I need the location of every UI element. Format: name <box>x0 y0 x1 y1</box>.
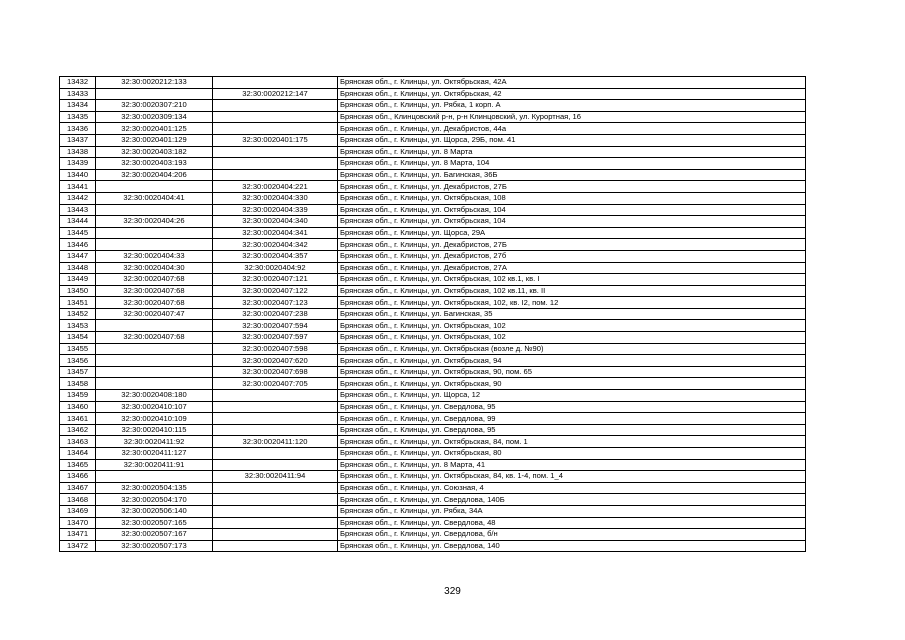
cadastral-number-cell <box>96 227 213 239</box>
table-row <box>60 216 806 228</box>
related-cadastral-number-cell <box>213 123 338 135</box>
related-cadastral-number-cell: 32:30:0020404:340 <box>213 216 338 228</box>
address-cell: Брянская обл., г. Клинцы, ул. Свердлова, б/н <box>338 529 806 541</box>
row-number-cell: 13465 <box>60 459 96 471</box>
address-cell: Брянская обл., Клинцовский р-н, р-н Клинцовский, ул. Курортная, 16 <box>338 111 806 123</box>
table-row <box>60 111 806 123</box>
row-number-cell: 13454 <box>60 332 96 344</box>
address-cell: Брянская обл., г. Клинцы, ул. Октябрьская, 104 <box>338 204 806 216</box>
address-cell: Брянская обл., г. Клинцы, ул. Свердлова, 95 <box>338 401 806 413</box>
cadastral-number-cell: 32:30:0020411:127 <box>96 448 213 460</box>
table-row <box>60 505 806 517</box>
related-cadastral-number-cell <box>213 100 338 112</box>
address-cell: Брянская обл., г. Клинцы, ул. Свердлова, 95 <box>338 424 806 436</box>
cadastral-number-cell: 32:30:0020407:47 <box>96 308 213 320</box>
cadastral-number-cell: 32:30:0020408:180 <box>96 390 213 402</box>
row-number-cell: 13460 <box>60 401 96 413</box>
row-number-cell: 13452 <box>60 308 96 320</box>
related-cadastral-number-cell: 32:30:0020407:597 <box>213 332 338 344</box>
row-number-cell: 13462 <box>60 424 96 436</box>
related-cadastral-number-cell: 32:30:0020404:342 <box>213 239 338 251</box>
cadastral-number-cell: 32:30:0020403:182 <box>96 146 213 158</box>
cadastral-number-cell: 32:30:0020506:140 <box>96 505 213 517</box>
table-row <box>60 100 806 112</box>
related-cadastral-number-cell: 32:30:0020401:175 <box>213 134 338 146</box>
cadastral-number-cell: 32:30:0020401:125 <box>96 123 213 135</box>
address-cell: Брянская обл., г. Клинцы, ул. Декабристов, 27А <box>338 262 806 274</box>
address-cell: Брянская обл., г. Клинцы, ул. 8 Марта, 41 <box>338 459 806 471</box>
cadastral-number-cell: 32:30:0020404:41 <box>96 192 213 204</box>
table-row <box>60 390 806 402</box>
table-row <box>60 227 806 239</box>
related-cadastral-number-cell <box>213 111 338 123</box>
property-register-table <box>59 76 806 552</box>
related-cadastral-number-cell <box>213 482 338 494</box>
address-cell: Брянская обл., г. Клинцы, ул. Свердлова, 140Б <box>338 494 806 506</box>
row-number-cell: 13466 <box>60 471 96 483</box>
related-cadastral-number-cell: 32:30:0020407:698 <box>213 366 338 378</box>
cadastral-number-cell <box>96 181 213 193</box>
address-cell: Брянская обл., г. Клинцы, ул. 8 Марта, 104 <box>338 158 806 170</box>
cadastral-number-cell <box>96 378 213 390</box>
cadastral-number-cell: 32:30:0020403:193 <box>96 158 213 170</box>
table-row <box>60 134 806 146</box>
cadastral-number-cell: 32:30:0020507:167 <box>96 529 213 541</box>
related-cadastral-number-cell <box>213 517 338 529</box>
address-cell: Брянская обл., г. Клинцы, ул. Октябрьская (возле д. №90) <box>338 343 806 355</box>
row-number-cell: 13463 <box>60 436 96 448</box>
row-number-cell: 13455 <box>60 343 96 355</box>
table-row <box>60 239 806 251</box>
row-number-cell: 13437 <box>60 134 96 146</box>
address-cell: Брянская обл., г. Клинцы, ул. Октябрьская, 84, кв. 1-4, пом. 1_4 <box>338 471 806 483</box>
cadastral-number-cell: 32:30:0020507:173 <box>96 540 213 552</box>
address-cell: Брянская обл., г. Клинцы, ул. Октябрьская, 90 <box>338 378 806 390</box>
address-cell: Брянская обл., г. Клинцы, ул. Октябрьская, 94 <box>338 355 806 367</box>
row-number-cell: 13432 <box>60 77 96 89</box>
table-row <box>60 88 806 100</box>
related-cadastral-number-cell <box>213 169 338 181</box>
table-row <box>60 517 806 529</box>
related-cadastral-number-cell: 32:30:0020411:94 <box>213 471 338 483</box>
related-cadastral-number-cell <box>213 146 338 158</box>
table-row <box>60 448 806 460</box>
address-cell: Брянская обл., г. Клинцы, ул. 8 Марта <box>338 146 806 158</box>
cadastral-number-cell <box>96 355 213 367</box>
related-cadastral-number-cell: 32:30:0020404:92 <box>213 262 338 274</box>
table-row <box>60 378 806 390</box>
row-number-cell: 13451 <box>60 297 96 309</box>
table-row <box>60 308 806 320</box>
address-cell: Брянская обл., г. Клинцы, ул. Декабристов, 44а <box>338 123 806 135</box>
table-row <box>60 355 806 367</box>
cadastral-number-cell <box>96 471 213 483</box>
row-number-cell: 13446 <box>60 239 96 251</box>
address-cell: Брянская обл., г. Клинцы, ул. Октябрьская, 102 <box>338 332 806 344</box>
row-number-cell: 13438 <box>60 146 96 158</box>
related-cadastral-number-cell <box>213 77 338 89</box>
page-number: 329 <box>444 586 461 597</box>
row-number-cell: 13441 <box>60 181 96 193</box>
row-number-cell: 13442 <box>60 192 96 204</box>
table-row <box>60 540 806 552</box>
cadastral-number-cell <box>96 366 213 378</box>
row-number-cell: 13445 <box>60 227 96 239</box>
address-cell: Брянская обл., г. Клинцы, ул. Декабристов, 27б <box>338 250 806 262</box>
cadastral-number-cell: 32:30:0020407:68 <box>96 285 213 297</box>
related-cadastral-number-cell <box>213 529 338 541</box>
cadastral-number-cell <box>96 320 213 332</box>
row-number-cell: 13447 <box>60 250 96 262</box>
related-cadastral-number-cell: 32:30:0020404:330 <box>213 192 338 204</box>
row-number-cell: 13435 <box>60 111 96 123</box>
cadastral-number-cell: 32:30:0020309:134 <box>96 111 213 123</box>
address-cell: Брянская обл., г. Клинцы, ул. Щорса, 12 <box>338 390 806 402</box>
cadastral-number-cell <box>96 204 213 216</box>
related-cadastral-number-cell: 32:30:0020404:341 <box>213 227 338 239</box>
table-row <box>60 494 806 506</box>
cadastral-number-cell <box>96 88 213 100</box>
cadastral-number-cell: 32:30:0020212:133 <box>96 77 213 89</box>
row-number-cell: 13467 <box>60 482 96 494</box>
address-cell: Брянская обл., г. Клинцы, ул. Октябрьская, 108 <box>338 192 806 204</box>
address-cell: Брянская обл., г. Клинцы, ул. Октябрьская, 102 кв.1, кв. I <box>338 274 806 286</box>
related-cadastral-number-cell: 32:30:0020407:594 <box>213 320 338 332</box>
address-cell: Брянская обл., г. Клинцы, ул. Октябрьская, 102 <box>338 320 806 332</box>
cadastral-number-cell: 32:30:0020401:129 <box>96 134 213 146</box>
related-cadastral-number-cell: 32:30:0020407:123 <box>213 297 338 309</box>
cadastral-number-cell: 32:30:0020410:109 <box>96 413 213 425</box>
table-row <box>60 158 806 170</box>
address-cell: Брянская обл., г. Клинцы, ул. Октябрьская, 104 <box>338 216 806 228</box>
cadastral-number-cell: 32:30:0020404:206 <box>96 169 213 181</box>
table-row <box>60 123 806 135</box>
related-cadastral-number-cell: 32:30:0020407:121 <box>213 274 338 286</box>
related-cadastral-number-cell <box>213 459 338 471</box>
related-cadastral-number-cell: 32:30:0020212:147 <box>213 88 338 100</box>
row-number-cell: 13434 <box>60 100 96 112</box>
row-number-cell: 13468 <box>60 494 96 506</box>
cadastral-number-cell: 32:30:0020411:91 <box>96 459 213 471</box>
address-cell: Брянская обл., г. Клинцы, ул. Октябрьская, 42А <box>338 77 806 89</box>
address-cell: Брянская обл., г. Клинцы, ул. Свердлова, 99 <box>338 413 806 425</box>
cadastral-number-cell: 32:30:0020404:30 <box>96 262 213 274</box>
related-cadastral-number-cell <box>213 401 338 413</box>
related-cadastral-number-cell: 32:30:0020407:122 <box>213 285 338 297</box>
related-cadastral-number-cell <box>213 158 338 170</box>
row-number-cell: 13453 <box>60 320 96 332</box>
cadastral-number-cell: 32:30:0020407:68 <box>96 297 213 309</box>
table-row <box>60 320 806 332</box>
cadastral-number-cell: 32:30:0020504:135 <box>96 482 213 494</box>
related-cadastral-number-cell: 32:30:0020404:357 <box>213 250 338 262</box>
address-cell: Брянская обл., г. Клинцы, ул. Свердлова, 140 <box>338 540 806 552</box>
row-number-cell: 13471 <box>60 529 96 541</box>
related-cadastral-number-cell <box>213 413 338 425</box>
related-cadastral-number-cell <box>213 540 338 552</box>
address-cell: Брянская обл., г. Клинцы, ул. Декабристов, 27Б <box>338 181 806 193</box>
table-row <box>60 413 806 425</box>
cadastral-number-cell: 32:30:0020307:210 <box>96 100 213 112</box>
cadastral-number-cell: 32:30:0020507:165 <box>96 517 213 529</box>
related-cadastral-number-cell: 32:30:0020407:598 <box>213 343 338 355</box>
table-body <box>60 77 806 552</box>
table-row <box>60 250 806 262</box>
related-cadastral-number-cell <box>213 424 338 436</box>
row-number-cell: 13461 <box>60 413 96 425</box>
row-number-cell: 13436 <box>60 123 96 135</box>
table-row <box>60 297 806 309</box>
row-number-cell: 13458 <box>60 378 96 390</box>
related-cadastral-number-cell: 32:30:0020404:339 <box>213 204 338 216</box>
row-number-cell: 13450 <box>60 285 96 297</box>
address-cell: Брянская обл., г. Клинцы, ул. Октябрьская, 90, пом. 65 <box>338 366 806 378</box>
address-cell: Брянская обл., г. Клинцы, ул. Декабристов, 27Б <box>338 239 806 251</box>
address-cell: Брянская обл., г. Клинцы, ул. Октябрьская, 80 <box>338 448 806 460</box>
row-number-cell: 13439 <box>60 158 96 170</box>
cadastral-number-cell: 32:30:0020504:170 <box>96 494 213 506</box>
table-row <box>60 204 806 216</box>
table-row <box>60 262 806 274</box>
row-number-cell: 13464 <box>60 448 96 460</box>
table-row <box>60 274 806 286</box>
row-number-cell: 13469 <box>60 505 96 517</box>
row-number-cell: 13449 <box>60 274 96 286</box>
related-cadastral-number-cell <box>213 494 338 506</box>
address-cell: Брянская обл., г. Клинцы, ул. Щорса, 29Б, пом. 41 <box>338 134 806 146</box>
row-number-cell: 13459 <box>60 390 96 402</box>
related-cadastral-number-cell: 32:30:0020407:620 <box>213 355 338 367</box>
table-row <box>60 285 806 297</box>
address-cell: Брянская обл., г. Клинцы, ул. Рябка, 34А <box>338 505 806 517</box>
address-cell: Брянская обл., г. Клинцы, ул. Октябрьская, 42 <box>338 88 806 100</box>
cadastral-number-cell: 32:30:0020410:107 <box>96 401 213 413</box>
row-number-cell: 13470 <box>60 517 96 529</box>
cadastral-number-cell <box>96 239 213 251</box>
related-cadastral-number-cell: 32:30:0020404:221 <box>213 181 338 193</box>
address-cell: Брянская обл., г. Клинцы, ул. Багинская, 35 <box>338 308 806 320</box>
cadastral-number-cell: 32:30:0020404:33 <box>96 250 213 262</box>
row-number-cell: 13457 <box>60 366 96 378</box>
table-row <box>60 332 806 344</box>
address-cell: Брянская обл., г. Клинцы, ул. Союзная, 4 <box>338 482 806 494</box>
address-cell: Брянская обл., г. Клинцы, ул. Багинская, 36Б <box>338 169 806 181</box>
table-row <box>60 169 806 181</box>
row-number-cell: 13444 <box>60 216 96 228</box>
table-row <box>60 482 806 494</box>
table-row <box>60 192 806 204</box>
row-number-cell: 13443 <box>60 204 96 216</box>
address-cell: Брянская обл., г. Клинцы, ул. Октябрьская, 84, пом. 1 <box>338 436 806 448</box>
related-cadastral-number-cell <box>213 505 338 517</box>
table-row <box>60 366 806 378</box>
row-number-cell: 13448 <box>60 262 96 274</box>
cadastral-number-cell <box>96 343 213 355</box>
cadastral-number-cell: 32:30:0020410:115 <box>96 424 213 436</box>
address-cell: Брянская обл., г. Клинцы, ул. Рябка, 1 корп. А <box>338 100 806 112</box>
table-row <box>60 343 806 355</box>
address-cell: Брянская обл., г. Клинцы, ул. Свердлова, 48 <box>338 517 806 529</box>
cadastral-number-cell: 32:30:0020411:92 <box>96 436 213 448</box>
table-row <box>60 401 806 413</box>
related-cadastral-number-cell <box>213 390 338 402</box>
related-cadastral-number-cell: 32:30:0020407:238 <box>213 308 338 320</box>
table-row <box>60 529 806 541</box>
row-number-cell: 13472 <box>60 540 96 552</box>
table-row <box>60 436 806 448</box>
row-number-cell: 13433 <box>60 88 96 100</box>
related-cadastral-number-cell <box>213 448 338 460</box>
table-row <box>60 146 806 158</box>
table-row <box>60 181 806 193</box>
table-row <box>60 471 806 483</box>
row-number-cell: 13456 <box>60 355 96 367</box>
address-cell: Брянская обл., г. Клинцы, ул. Октябрьская, 102 кв.11, кв. II <box>338 285 806 297</box>
related-cadastral-number-cell: 32:30:0020411:120 <box>213 436 338 448</box>
cadastral-number-cell: 32:30:0020404:26 <box>96 216 213 228</box>
table-row <box>60 459 806 471</box>
table-row <box>60 424 806 436</box>
cadastral-number-cell: 32:30:0020407:68 <box>96 332 213 344</box>
address-cell: Брянская обл., г. Клинцы, ул. Октябрьская, 102, кв. I2, пом. 12 <box>338 297 806 309</box>
row-number-cell: 13440 <box>60 169 96 181</box>
table-row <box>60 77 806 89</box>
cadastral-number-cell: 32:30:0020407:68 <box>96 274 213 286</box>
related-cadastral-number-cell: 32:30:0020407:705 <box>213 378 338 390</box>
address-cell: Брянская обл., г. Клинцы, ул. Щорса, 29А <box>338 227 806 239</box>
